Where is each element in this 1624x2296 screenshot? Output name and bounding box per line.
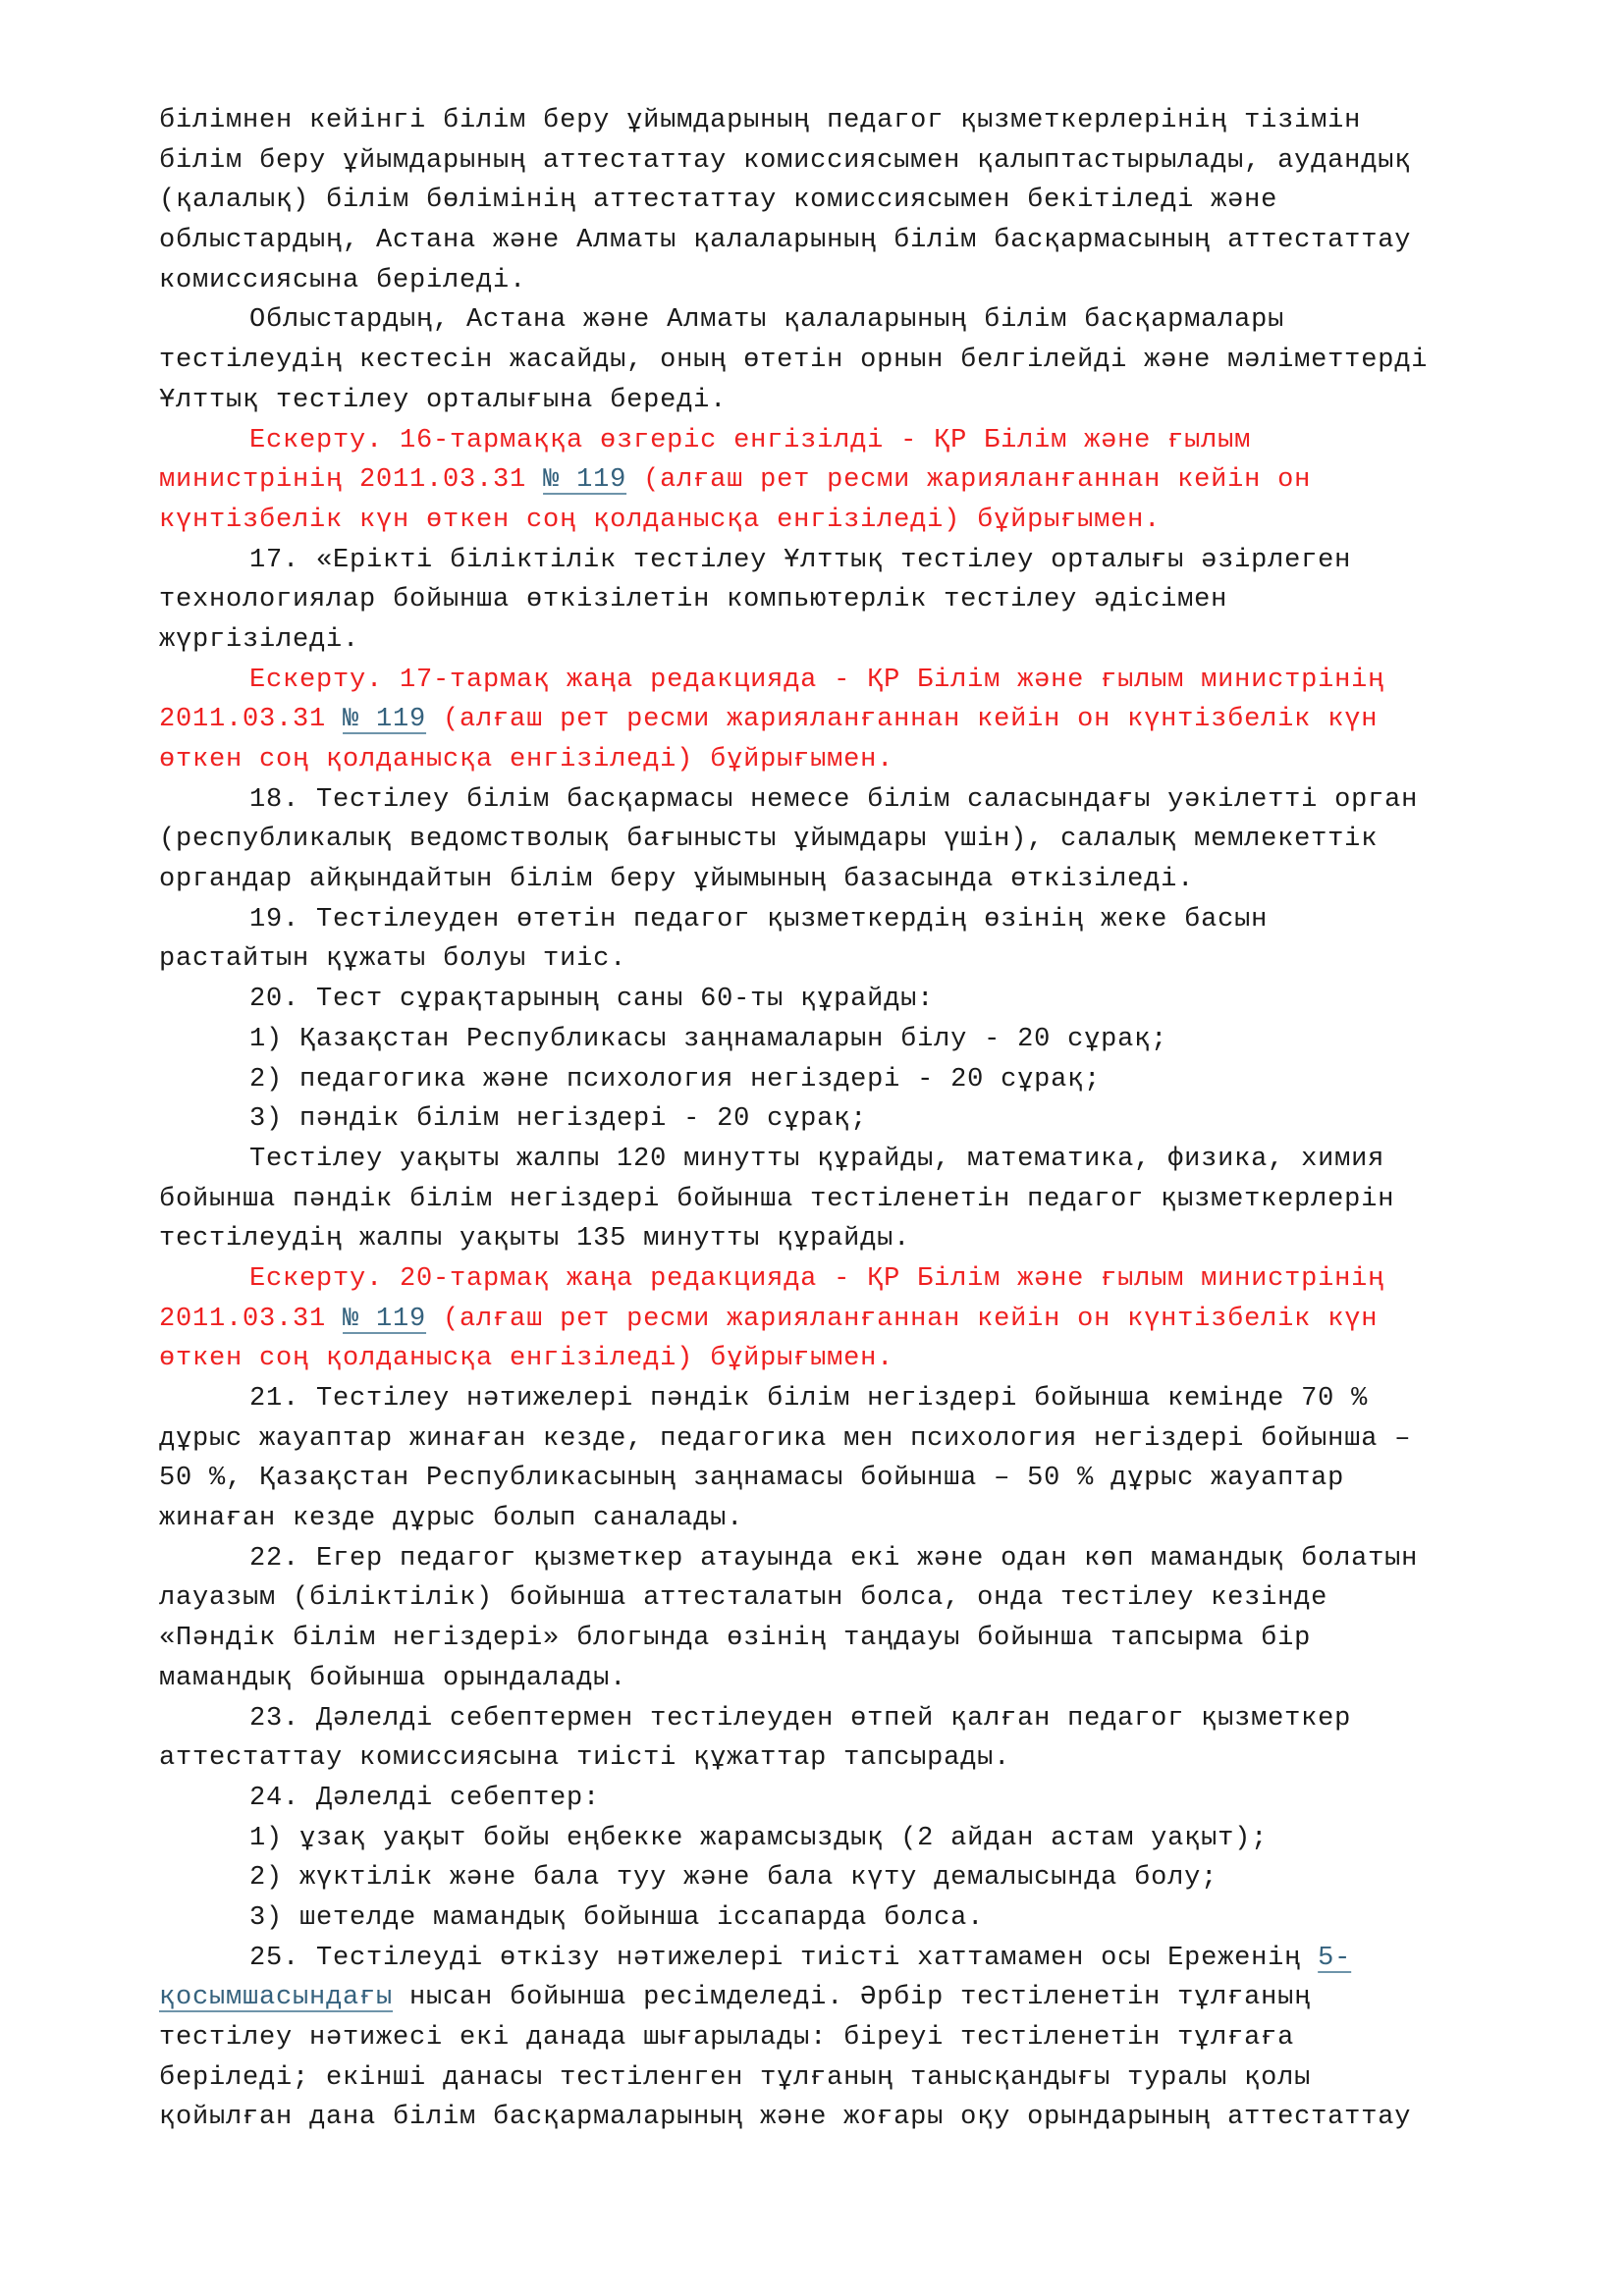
text-line <box>159 700 1496 740</box>
text-line <box>159 1898 1496 1939</box>
text-line <box>159 1699 1496 1739</box>
text-segment: 23. Дәлелді себептермен тестілеуден өтпей қалған педагог қызметкер <box>249 1703 1352 1734</box>
text-segment: беріледі; екінші данасы тестіленген тұлғаның танысқандығы туралы қолы <box>159 2062 1312 2093</box>
text-segment: «Пәндік білім негіздері» блогында өзінің таңдауы бойынша тапсырма бір <box>159 1624 1312 1654</box>
text-line <box>159 780 1496 821</box>
text-line <box>159 460 1496 501</box>
document-body <box>159 101 1496 2138</box>
paragraph <box>159 980 1496 1020</box>
text-segment: аттестаттау комиссиясына тиісті құжаттар тапсырады. <box>159 1743 1011 1774</box>
text-segment: өткен соң қолданысқа енгізіледі) бұйрығымен. <box>159 745 894 774</box>
text-segment: облыстардың, Астана және Алматы қалаларының білім басқармасының аттестаттау <box>159 226 1412 256</box>
text-segment: Ұлттық тестілеу орталығына береді. <box>159 385 728 415</box>
text-line <box>159 261 1496 301</box>
text-segment: технологиялар бойынша өткізілетін компьютерлік тестілеу әдісімен <box>159 585 1228 615</box>
text-segment: өткен соң қолданысқа енгізіледі) бұйрығымен. <box>159 1344 894 1374</box>
text-segment: 2011.03.31 <box>159 1304 344 1334</box>
paragraph <box>159 1060 1496 1100</box>
text-segment: 21. Тестілеу нәтижелері пәндік білім негіздері бойынша кемінде 70 % <box>249 1384 1369 1414</box>
text-line <box>159 820 1496 860</box>
link-annex-5[interactable]: қосымшасындағы <box>159 1983 394 2013</box>
text-segment: (алғаш рет ресми жарияланғаннан кейін он <box>626 465 1312 496</box>
text-line <box>159 580 1496 620</box>
text-segment: 17. «Ерікті біліктілік тестілеу Ұлттық тестілеу орталығы әзірлеген <box>249 545 1352 575</box>
text-segment: Облыстардың, Астана және Алматы қалаларының білім басқармалары <box>249 305 1285 336</box>
text-segment: растайтын құжаты болуы тиіс. <box>159 944 627 975</box>
text-segment: лауазым (біліктілік) бойынша аттесталатын болса, онда тестілеу кезінде <box>159 1583 1328 1614</box>
text-segment: білім беру ұйымдарының аттестаттау комиссиясымен қалыптастырылады, аудандық <box>159 145 1412 176</box>
amendment-note-paragraph <box>159 1259 1496 1379</box>
text-line <box>159 421 1496 461</box>
text-line <box>159 101 1496 141</box>
text-segment: органдар айқындайтын білім беру ұйымының базасында өткізіледі. <box>159 865 1195 895</box>
text-line <box>159 1339 1496 1379</box>
text-line <box>159 1858 1496 1898</box>
text-segment: 3) пәндік білім негіздері - 20 сұрақ; <box>249 1104 868 1135</box>
text-segment: Ескерту. 17-тармақ жаңа редакцияда - ҚР Білім және ғылым министрінің <box>249 665 1385 695</box>
text-line <box>159 501 1496 541</box>
paragraph <box>159 1099 1496 1140</box>
paragraph <box>159 101 1496 300</box>
paragraph <box>159 1140 1496 1259</box>
text-line <box>159 1060 1496 1100</box>
text-segment: 20. Тест сұрақтарының саны 60-ты құрайды: <box>249 985 935 1015</box>
text-segment: 2) педагогика және психология негіздері - 20 сұрақ; <box>249 1064 1102 1095</box>
text-line <box>159 300 1496 341</box>
text-line <box>159 1499 1496 1539</box>
text-line <box>159 980 1496 1020</box>
text-line <box>159 1659 1496 1699</box>
text-line <box>159 1939 1496 1979</box>
link-annex-5[interactable]: 5- <box>1318 1943 1352 1973</box>
text-line <box>159 2058 1496 2099</box>
text-segment: (алғаш рет ресми жарияланғаннан кейін он күнтізбелік күн <box>426 1304 1379 1334</box>
text-line <box>159 1539 1496 1579</box>
text-line <box>159 661 1496 701</box>
paragraph <box>159 541 1496 661</box>
text-segment: Ескерту. 16-тармаққа өзгеріс енгізілді - ҚР Білім және ғылым <box>249 425 1252 455</box>
paragraph <box>159 1858 1496 1898</box>
text-line <box>159 221 1496 261</box>
paragraph <box>159 780 1496 900</box>
paragraph <box>159 1898 1496 1939</box>
text-line <box>159 1300 1496 1340</box>
text-segment: 50 %, Қазақстан Республикасының заңнамасы бойынша – 50 % дұрыс жауаптар <box>159 1464 1345 1494</box>
text-line <box>159 1619 1496 1659</box>
text-line <box>159 541 1496 581</box>
text-line <box>159 381 1496 421</box>
text-segment: жинаған кезде дұрыс болып саналады. <box>159 1504 744 1534</box>
text-line <box>159 860 1496 900</box>
text-line <box>159 1738 1496 1779</box>
text-segment: 25. Тестілеуді өткізу нәтижелері тиісті хаттамамен осы Ереженің <box>249 1943 1319 1973</box>
text-segment: бойынша пәндік білім негіздері бойынша тестіленетін педагог қызметкерлерін <box>159 1184 1395 1214</box>
link-order-119[interactable]: № 119 <box>543 465 627 496</box>
text-segment: Ескерту. 20-тармақ жаңа редакцияда - ҚР Білім және ғылым министрінің <box>249 1263 1385 1294</box>
amendment-note-paragraph <box>159 661 1496 780</box>
text-line <box>159 1819 1496 1859</box>
link-order-119[interactable]: № 119 <box>343 705 427 735</box>
text-line <box>159 939 1496 980</box>
text-segment: комиссиясына беріледі. <box>159 265 527 295</box>
link-order-119[interactable]: № 119 <box>343 1304 427 1334</box>
text-line <box>159 1978 1496 2018</box>
paragraph <box>159 1819 1496 1859</box>
text-line <box>159 2018 1496 2058</box>
text-line <box>159 1578 1496 1619</box>
text-segment: 22. Егер педагог қызметкер атауында екі және одан көп мамандық болатын <box>249 1543 1419 1574</box>
text-segment: 19. Тестілеуден өтетін педагог қызметкердің өзінің жеке басын <box>249 904 1269 934</box>
text-line <box>159 740 1496 780</box>
text-line <box>159 1180 1496 1220</box>
text-line <box>159 1779 1496 1819</box>
text-segment: нысан бойынша ресімделеді. Әрбір тестіленетін тұлғаның <box>393 1983 1312 2013</box>
text-segment: тестілеудің кестесін жасайды, оның өтетін орнын белгілейді және мәліметтерді <box>159 346 1429 376</box>
paragraph <box>159 1539 1496 1699</box>
text-segment: мамандық бойынша орындалады. <box>159 1663 627 1693</box>
text-segment: (республикалық ведомстволық бағынысты ұйымдары үшін), салалық мемлекеттік <box>159 825 1379 855</box>
text-line <box>159 1419 1496 1460</box>
text-segment: Тестілеу уақыты жалпы 120 минутты құрайды, математика, физика, химия <box>249 1144 1385 1174</box>
text-line <box>159 1459 1496 1499</box>
text-line <box>159 1140 1496 1180</box>
text-line <box>159 181 1496 221</box>
text-segment: 24. Дәлелді себептер: <box>249 1783 601 1813</box>
text-segment: 1) ұзақ уақыт бойы еңбекке жарамсыздық (2 айдан астам уақыт); <box>249 1823 1269 1853</box>
amendment-note-paragraph <box>159 421 1496 541</box>
paragraph <box>159 1699 1496 1779</box>
text-segment: тестілеу нәтижесі екі данада шығарылады: біреуі тестіленетін тұлғаға <box>159 2023 1295 2053</box>
text-segment: министрінің 2011.03.31 <box>159 465 544 496</box>
paragraph <box>159 300 1496 420</box>
text-segment: 2) жүктілік және бала туу және бала күту демалысында болу; <box>249 1863 1218 1894</box>
text-segment: күнтізбелік күн өткен соң қолданысқа енгізіледі) бұйрығымен. <box>159 505 1162 535</box>
text-line <box>159 341 1496 381</box>
text-line <box>159 1379 1496 1419</box>
text-line <box>159 1219 1496 1259</box>
text-segment: (қалалық) білім бөлімінің аттестаттау комиссиясымен бекітіледі және <box>159 186 1278 216</box>
text-line <box>159 620 1496 661</box>
paragraph <box>159 900 1496 980</box>
text-line <box>159 2098 1496 2138</box>
text-segment: (алғаш рет ресми жарияланғаннан кейін он күнтізбелік күн <box>426 705 1379 735</box>
text-line <box>159 1020 1496 1060</box>
text-line <box>159 1099 1496 1140</box>
text-line <box>159 141 1496 182</box>
text-segment: 18. Тестілеу білім басқармасы немесе білім саласындағы уәкілетті орган <box>249 784 1419 815</box>
text-line <box>159 900 1496 940</box>
text-segment: 3) шетелде мамандық бойынша іссапарда болса. <box>249 1902 985 1933</box>
paragraph <box>159 1939 1496 2138</box>
text-segment: жүргізіледі. <box>159 624 360 655</box>
text-segment: дұрыс жауаптар жинаған кезде, педагогика мен психология негіздері бойынша – <box>159 1423 1412 1454</box>
text-segment: 2011.03.31 <box>159 705 344 735</box>
text-segment: қойылған дана білім басқармаларының және жоғары оқу орындарының аттестаттау <box>159 2103 1412 2133</box>
text-segment: білімнен кейінгі білім беру ұйымдарының педагог қызметкерлерінің тізімін <box>159 106 1362 135</box>
paragraph <box>159 1379 1496 1539</box>
text-segment: тестілеудің жалпы уақыты 135 минутты құрайды. <box>159 1224 911 1255</box>
text-line <box>159 1259 1496 1300</box>
paragraph <box>159 1779 1496 1819</box>
text-segment: 1) Қазақстан Республикасы заңнамаларын білу - 20 сұрақ; <box>249 1024 1168 1054</box>
paragraph <box>159 1020 1496 1060</box>
